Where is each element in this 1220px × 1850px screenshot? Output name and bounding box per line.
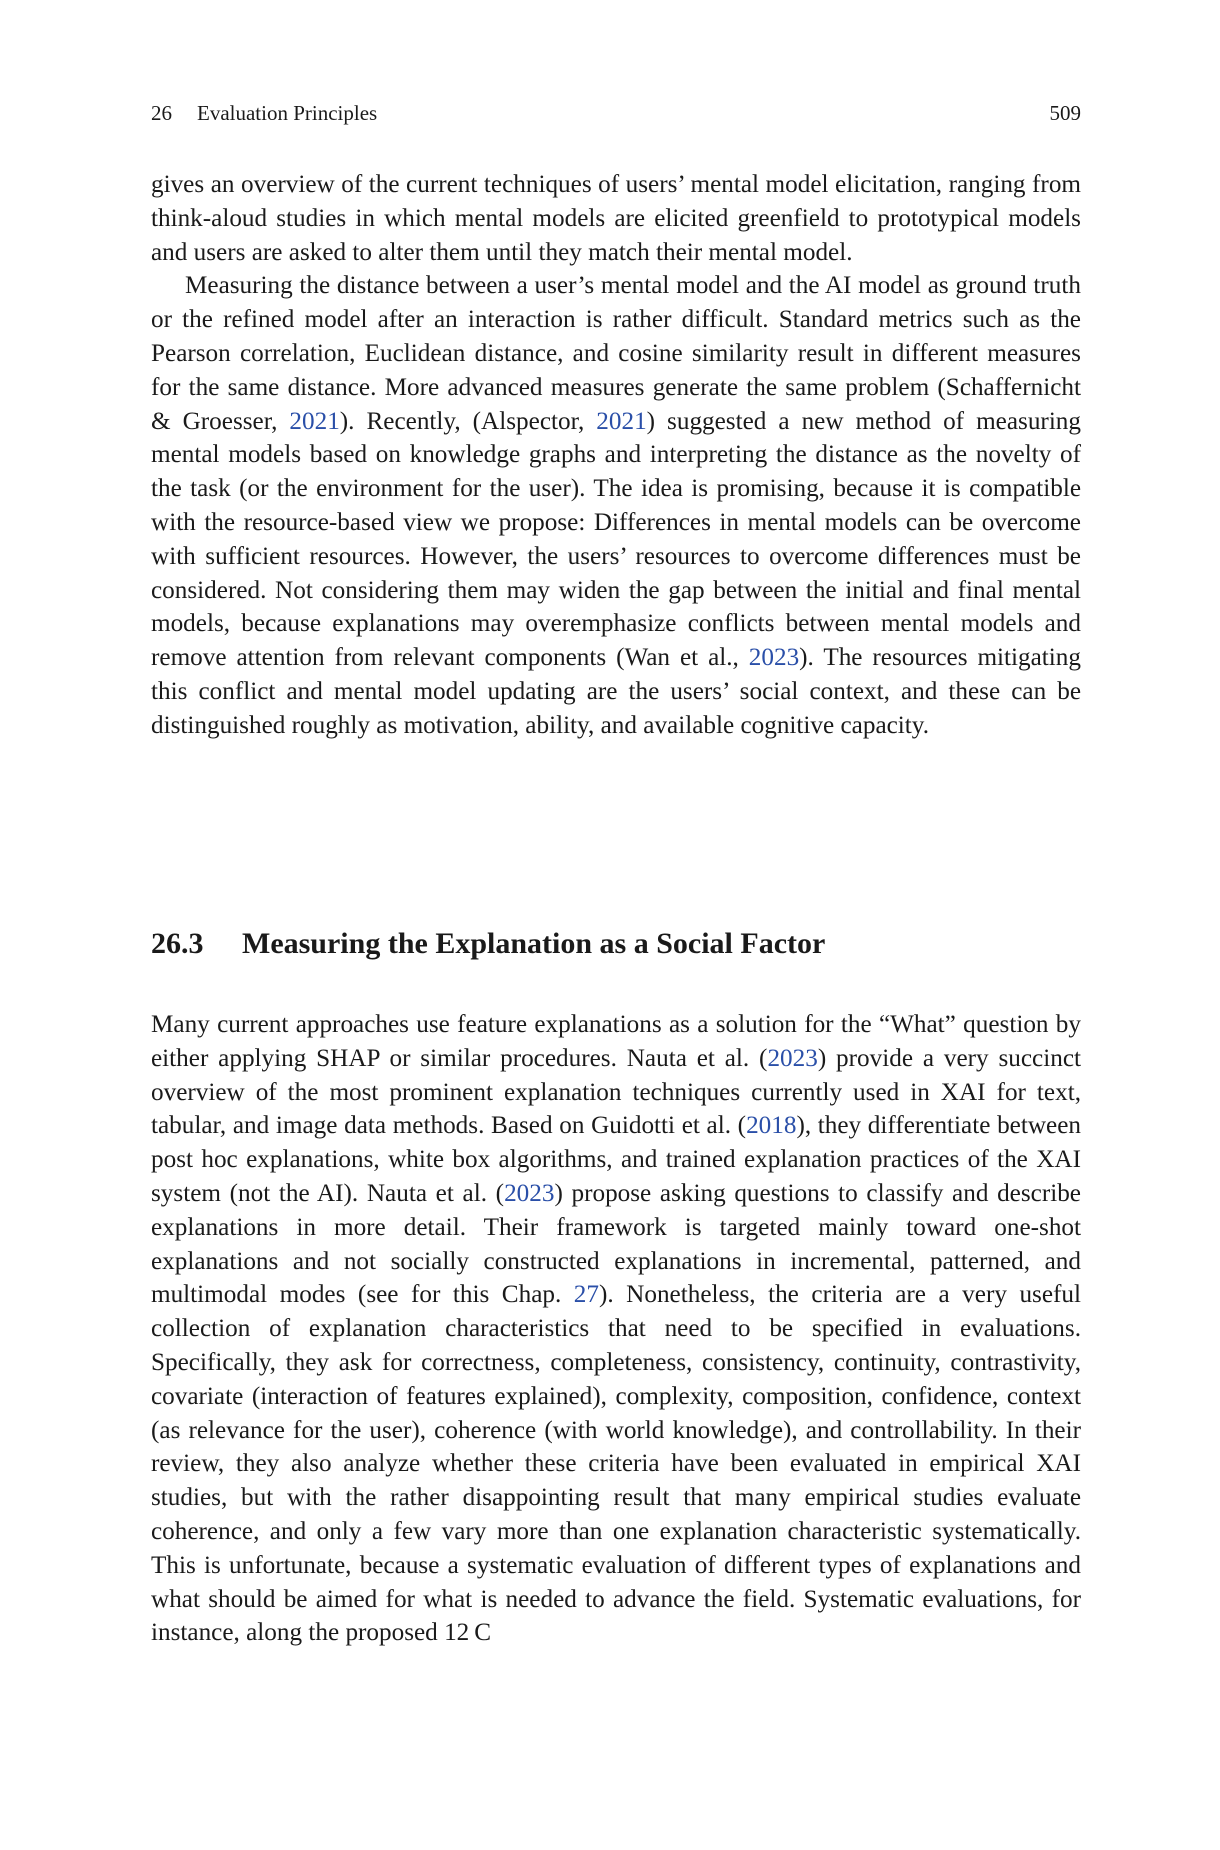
text-run: ), they differentiate between post hoc explanations, white box algorithms, and trained explanation practices of the XAI system (not the AI). Nauta et al. ( xyxy=(151,1112,1081,1207)
citation-link-schaffernicht-2021[interactable]: 2021 xyxy=(289,407,340,435)
text-run: ). Recently, (Alspector, xyxy=(339,407,597,435)
chapter-number: 26 xyxy=(151,101,172,125)
running-head xyxy=(151,98,1081,128)
citation-link-alspector-2021[interactable]: 2021 xyxy=(596,407,647,435)
text-run: Many current approaches use feature explanations as a solution for the “What” question by either applying SHAP or similar procedures. Nauta et al. ( xyxy=(151,1011,1081,1072)
section-title: Measuring the Explanation as a Social Factor xyxy=(242,927,826,960)
page-number: 509 xyxy=(1049,101,1081,125)
text-run: Measuring the distance between a user’s mental model and the AI model as ground truth or the refined model after an interaction is rather difficult. Standard metrics such as the Pearson correlation, Euclidean distance, and cosine similarity result in different measures for the same distance. More advanced measures generate the same problem (Schaffernicht & Groesser, xyxy=(151,272,1081,435)
section-heading xyxy=(151,924,1081,964)
section-number: 26.3 xyxy=(151,927,204,960)
text-run: ). The resources mitigating this conflict and mental model updating are the users’ social context, and these can be distinguished roughly as motivation, ability, and available cognitive capacity. xyxy=(151,644,1081,739)
citation-link-nauta-2023[interactable]: 2023 xyxy=(767,1044,818,1072)
citation-link-wan-2023[interactable]: 2023 xyxy=(748,644,800,672)
chapter-link-27[interactable]: 27 xyxy=(573,1281,599,1309)
body-text-section xyxy=(151,1008,1081,1650)
text-run: ) suggested a new method of measuring mental models based on knowledge graphs and interpreting the distance as the novelty of the task (or the environment for the user). The idea is promising, because it is compatible with the resource-based view we propose: Differences in mental models can be overcome with sufficient resources. However, the users’ resources to overcome differences must be considered. Not considering them may widen the gap between the initial and final mental models, because explanations may overemphasize conflicts between mental models and remove attention from relevant components (Wan et al., xyxy=(151,407,1081,672)
paragraph-mental-model-elicitation: gives an overview of the current techniques of users’ mental model elicitation, ranging from think-aloud studies in which mental models are elicited greenfield to prototypical models and users are asked to alter them until they match their mental model. xyxy=(151,171,1081,266)
paragraph-feature-explanations xyxy=(151,1008,1081,1650)
body-text-top xyxy=(151,168,1081,743)
text-run: ) provide a very succinct overview of the most prominent explanation techniques currently used in XAI for text, tabular, and image data methods. Based on Guidotti et al. ( xyxy=(151,1044,1081,1140)
text-run: ) propose asking questions to classify and describe explanations in more detail. Their framework is targeted mainly toward one-shot explanations and not socially constructed explanations in incremental, patterned, and multimodal modes (see for this Chap. xyxy=(151,1179,1081,1309)
citation-link-guidotti-2018[interactable]: 2018 xyxy=(746,1112,797,1140)
chapter-title: Evaluation Principles xyxy=(197,101,378,125)
text-run: ). Nonetheless, the criteria are a very useful collection of explanation characteristics that need to be specified in evaluations. Specifically, they ask for correctness, completeness, consistency, continuity, contrastivity, covariate (interaction of features explained), complexity, composition, confidence, context (as relevance for the user), coherence (with world knowledge), and controllability. In their review, they also analyze whether these criteria have been evaluated in empirical XAI studies, but with the rather disappointing result that many empirical studies evaluate coherence, and only a few vary more than one explanation characteristic systematically. This is unfortunate, because a systematic evaluation of different types of explanations and what should be aimed for what is needed to advance the field. Systematic evaluations, for instance, along the proposed 12 C xyxy=(151,1281,1081,1647)
citation-link-nauta-2023-b[interactable]: 2023 xyxy=(504,1179,555,1207)
paragraph-measuring-distance xyxy=(151,269,1081,742)
